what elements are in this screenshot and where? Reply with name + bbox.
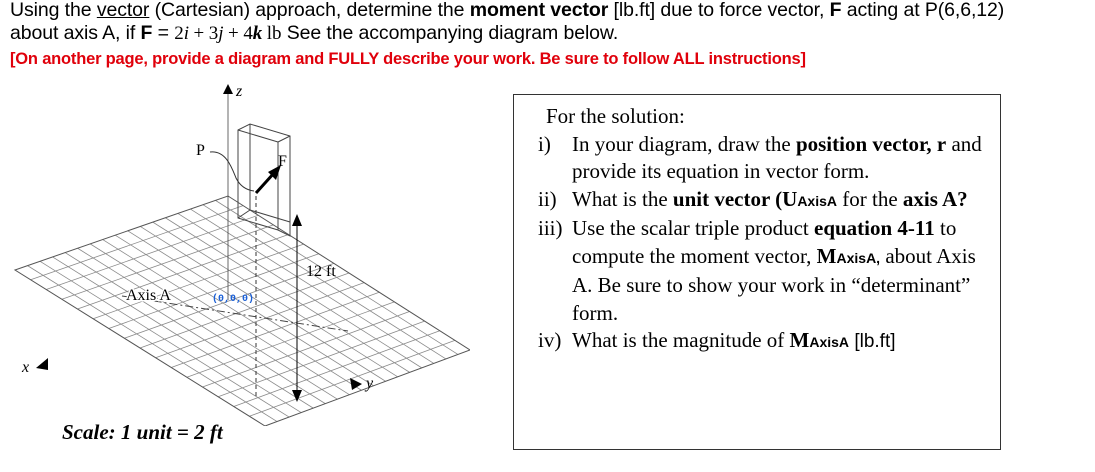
grid-line <box>218 321 425 397</box>
grid-line <box>171 292 379 367</box>
grid-plane <box>28 200 458 421</box>
z-axis-arrow <box>223 84 233 94</box>
isometric-diagram <box>0 76 470 426</box>
f-label: F <box>278 153 287 170</box>
grid-line <box>203 312 410 388</box>
question-line-1: Using the vector (Cartesian) approach, determine the moment vector [lb.ft] due to force vector, F acting at P(6,6,12) <box>10 0 1005 21</box>
force-vector-shaft <box>256 173 274 193</box>
p-leader <box>210 152 254 191</box>
solution-item-i: i) In your diagram, draw the position vector, r and provide its equation in vector form. <box>538 131 982 183</box>
grid-line <box>93 244 304 319</box>
solution-item-iv: iv) What is the magnitude of MAxisA [lb.ft] <box>538 328 896 352</box>
p-label: P <box>196 142 205 159</box>
question-line-2: about axis A, if F = 2i + 3j + 4k lb See the accompanying diagram below. <box>10 22 619 44</box>
z-label: z <box>236 83 243 100</box>
y-axis-arrow <box>350 378 362 390</box>
origin-label: (0,0,0) <box>212 294 255 305</box>
solution-item-iii: iii) Use the scalar triple product equation 4-11 to compute the moment vector, MAxisA, about Axis A. Be sure to show your work in “determinant” form. <box>538 216 976 325</box>
grid-line <box>234 331 440 407</box>
grid-line <box>187 302 395 377</box>
x-axis-arrow <box>36 358 48 370</box>
solution-item-ii: ii) What is the unit vector (UAxisA for the axis A? <box>538 186 968 211</box>
grid-line <box>46 215 258 289</box>
y-label: y <box>366 375 374 392</box>
force-equation: 2i + 3j + 4k lb <box>174 23 282 44</box>
solution-heading: For the solution: <box>546 104 685 128</box>
grid-line <box>249 340 455 416</box>
grid-line <box>140 273 349 348</box>
moment-vector-term: moment vector <box>469 0 609 21</box>
grid-line <box>78 235 289 310</box>
scale-label: Scale: 1 unit = 2 ft <box>62 420 223 444</box>
vector-word: vector <box>96 0 150 21</box>
grid-line <box>31 206 244 280</box>
solution-box <box>513 94 1001 450</box>
grid-line <box>156 283 365 358</box>
x-label: x <box>22 359 30 376</box>
instruction-text: [On another page, provide a diagram and FULLY describe your work. Be sure to follow ALL instructions] <box>10 50 806 68</box>
height-arrow-up <box>292 214 302 226</box>
height-label: 12 ft <box>306 263 336 280</box>
axis-a-label: Axis A <box>126 287 171 304</box>
